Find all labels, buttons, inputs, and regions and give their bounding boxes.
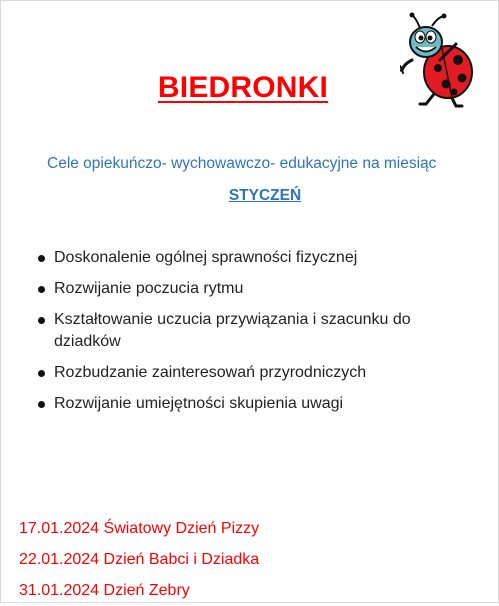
goal-text: Rozwijanie umiejętności skupienia uwagi [54,395,344,412]
goals-list [30,247,470,424]
events-list [19,513,259,606]
event-item: 22.01.2024 Dzień Babci i Dziadka [19,551,260,568]
list-item [30,393,470,415]
goals-subtitle: Cele opiekuńczo- wychowawczo- edukacyjne na miesiąc [47,155,437,172]
goal-text: Doskonalenie ogólnej sprawności fizycznej [54,249,358,266]
list-item [30,362,470,384]
month-heading: STYCZEŃ [228,187,302,204]
goal-text: Kształtowanie uczucia przywiązania i szacunku do dziadków [54,311,411,350]
bullet-icon [38,317,45,324]
goal-text: Rozbudzanie zainteresowań przyrodniczych [54,364,367,381]
page-title: BIEDRONKI [157,71,329,104]
bullet-icon [38,286,45,293]
event-item: 31.01.2024 Dzień Zebry [19,582,190,599]
bullet-icon [38,255,45,262]
list-item [30,309,470,353]
ladybug-icon [400,12,476,108]
list-item [30,278,470,300]
bullet-icon [38,370,45,377]
bullet-icon [38,401,45,408]
event-item: 17.01.2024 Światowy Dzień Pizzy [19,520,260,537]
list-item [30,247,470,269]
goal-text: Rozwijanie poczucia rytmu [54,280,244,297]
